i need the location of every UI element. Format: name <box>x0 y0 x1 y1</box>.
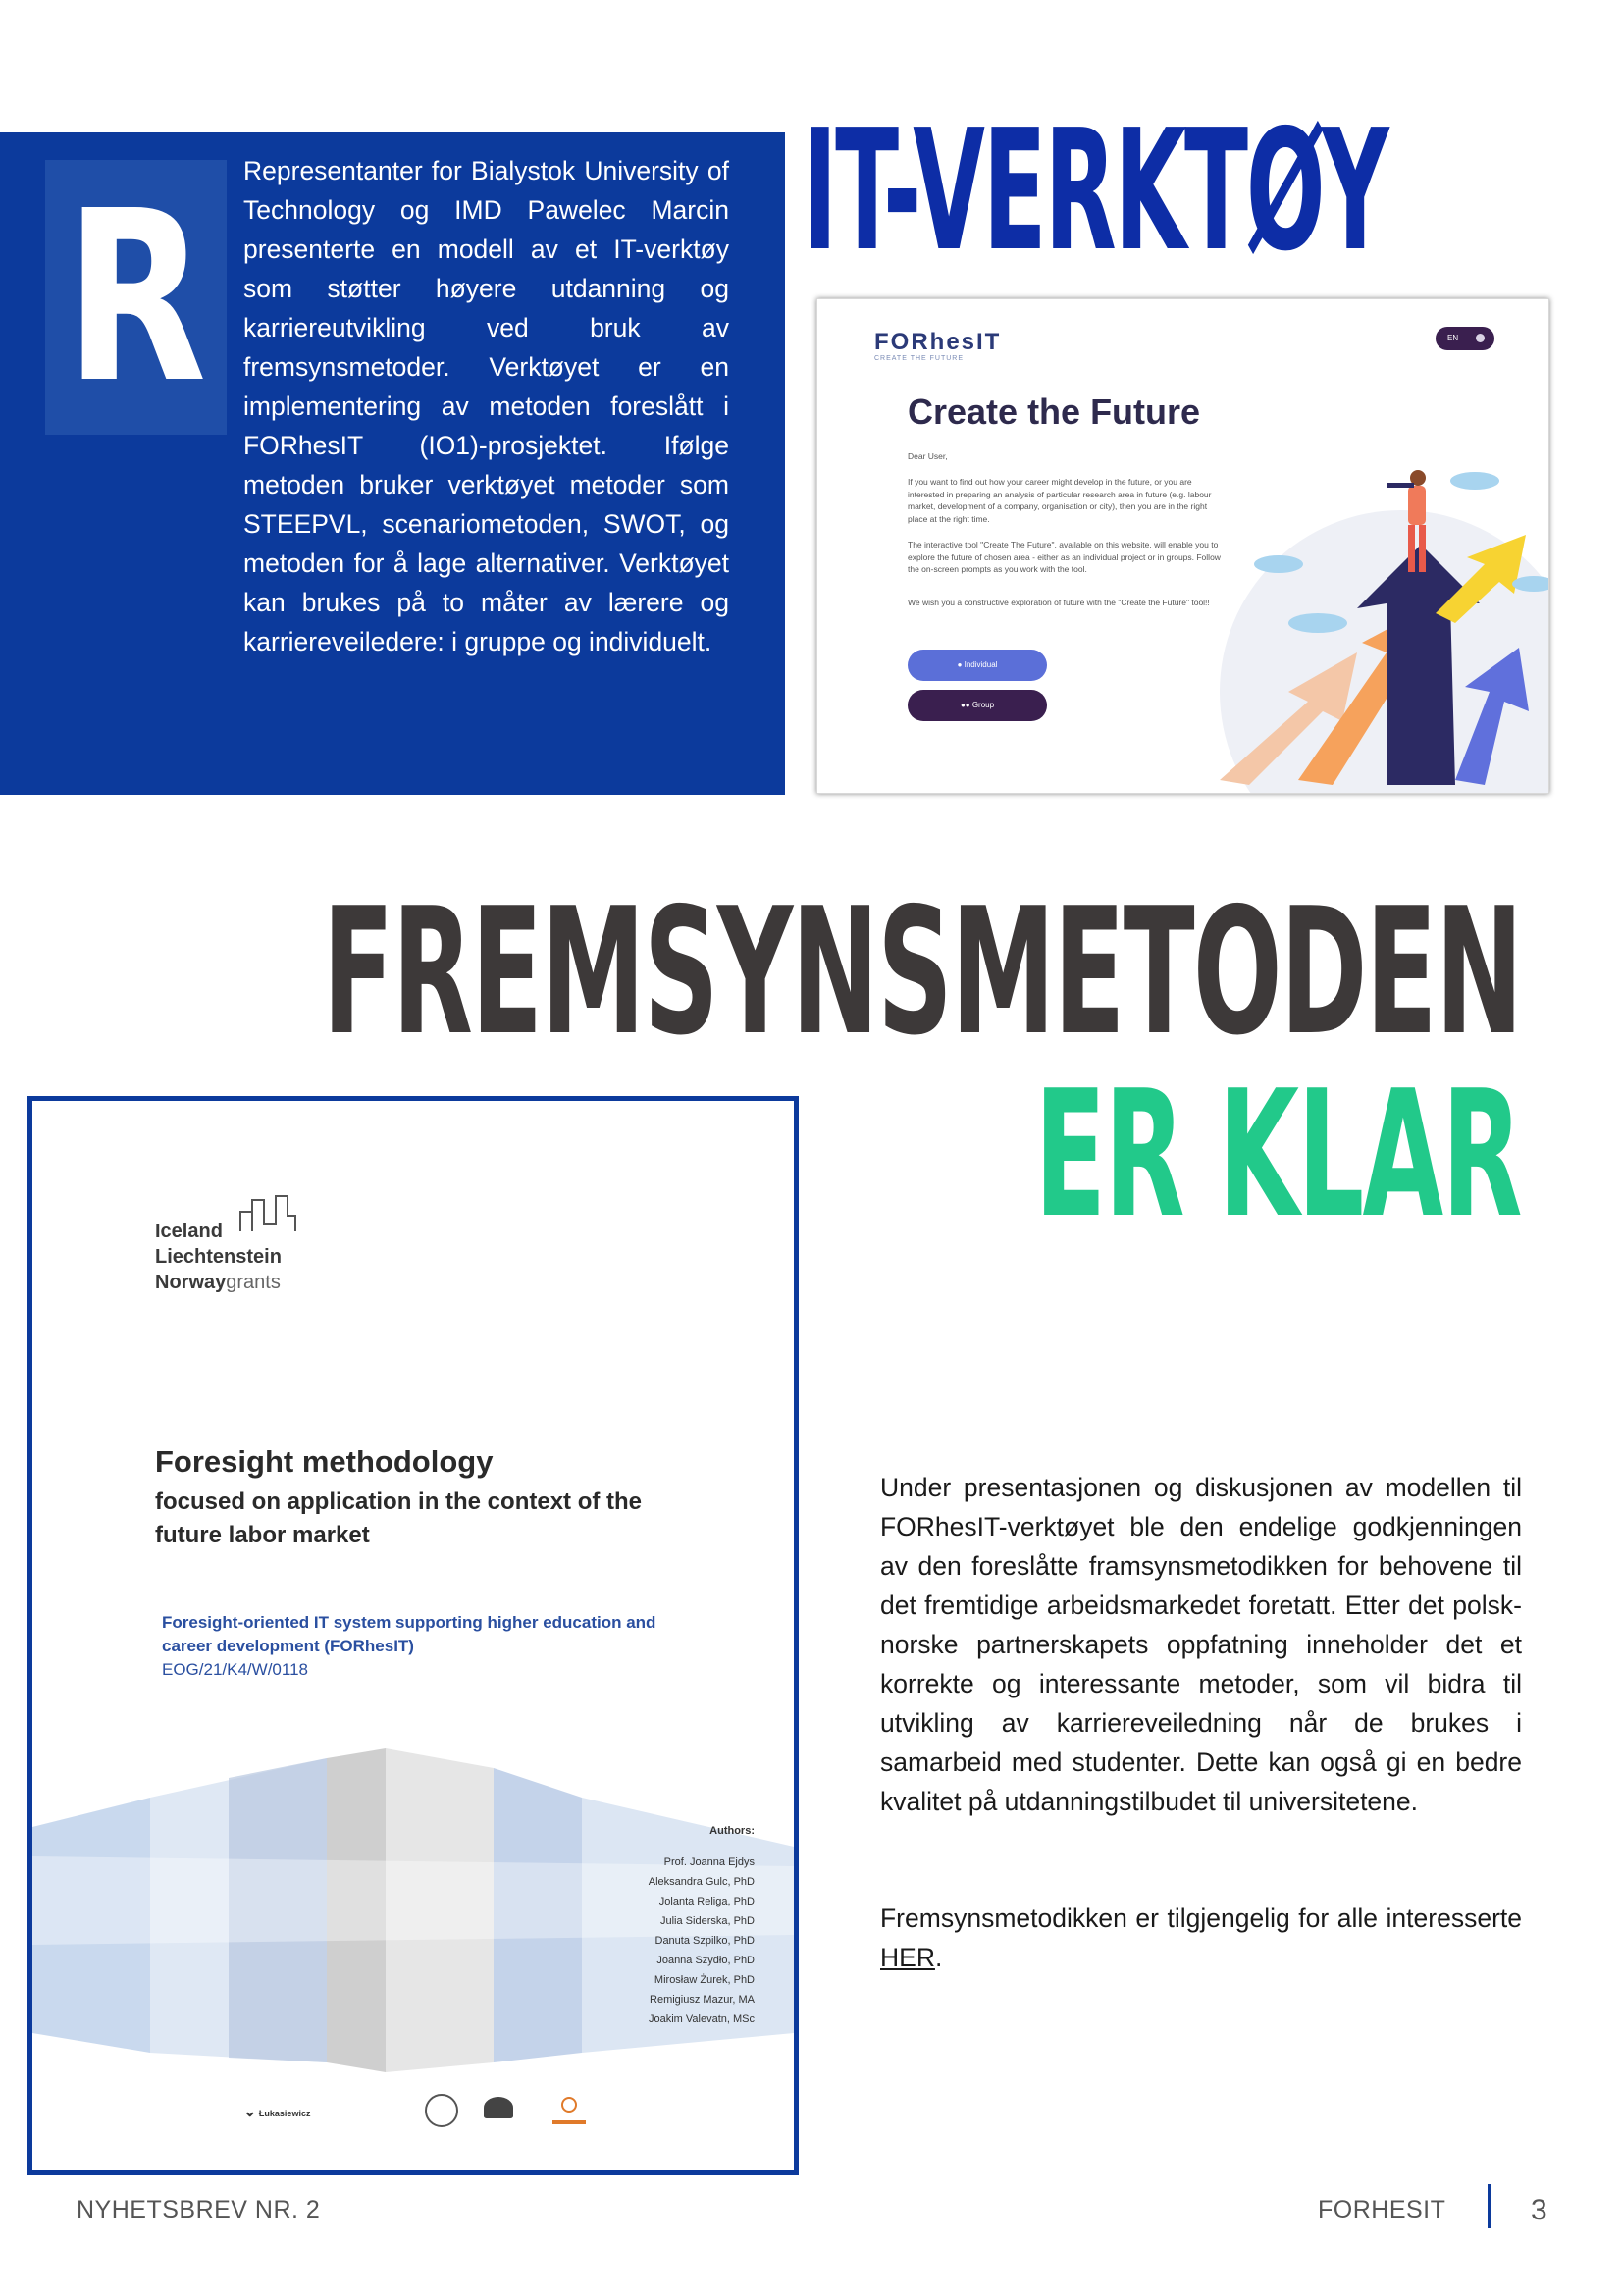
group-label: Group <box>971 701 995 709</box>
screenshot-paragraph: If you want to find out how your career might develop in the future, or you are interested in preparing an analysis of particular research area in future (e.g. labour market, development of a company, organisation or city), then you are in the right place at the right time. <box>908 477 1212 524</box>
page-number: 3 <box>1531 2194 1547 2226</box>
screenshot-greeting: Dear User, <box>908 451 948 461</box>
section-title-it-tool: IT-VERKTØY <box>803 94 1387 288</box>
cover-title: Foresight methodology <box>155 1444 494 1479</box>
language-user-pill[interactable] <box>1436 327 1494 350</box>
individual-label: Individual <box>964 660 998 669</box>
university-seal-icon <box>425 2094 458 2127</box>
screenshot-title: Create the Future <box>908 391 1201 432</box>
section-title-ready: ER KLAR <box>1034 1053 1521 1256</box>
screenshot-paragraph: We wish you a constructive exploration of future with the "Create the Future" tool!! <box>908 598 1210 607</box>
group-button[interactable] <box>908 690 1047 721</box>
lukasiewicz-logo: ⌄ Łukasiewicz <box>243 2104 311 2120</box>
cover-code: EOG/21/K4/W/0118 <box>162 1660 308 1679</box>
screenshot-paragraph: The interactive tool "Create The Future", available on this website, will enable you to explore the future of chosen area - either as an individual project or in groups. Follow the on-screen prompts as you work with the tool. <box>908 540 1221 574</box>
group-icon: ●● <box>960 701 972 709</box>
author: Joanna Szydło, PhD <box>656 1955 755 1966</box>
forhesit-logo: FORhesIT <box>874 329 1002 355</box>
user-icon <box>1476 334 1485 342</box>
partner-logo-icon <box>484 2097 513 2118</box>
here-link[interactable]: HER <box>880 1943 935 1972</box>
arrows-illustration <box>1161 456 1548 793</box>
author: Danuta Szpilko, PhD <box>654 1935 755 1947</box>
individual-button[interactable] <box>908 650 1047 681</box>
logo-line: Iceland <box>155 1221 223 1242</box>
logo-line: Liechtenstein <box>155 1246 282 1268</box>
logo-tagline: CREATE THE FUTURE <box>874 355 965 362</box>
footer-divider <box>1488 2184 1491 2228</box>
partner-logo-icon <box>552 2097 586 2124</box>
section-title-foresight: FREMSYNSMETODEN <box>322 870 1521 1073</box>
author: Aleksandra Gulc, PhD <box>648 1876 755 1888</box>
footer-newsletter: NYHETSBREV NR. 2 <box>77 2196 321 2223</box>
author: Remigiusz Mazur, MA <box>650 1994 755 2006</box>
dropcap: R <box>65 160 207 435</box>
cover-project: Foresight-oriented IT system supporting higher education and career development (FORhesIT) <box>162 1613 656 1655</box>
body-paragraph: Under presentasjonen og diskusjonen av modellen til FORhesIT-verktøyet ble den endelige godkjenningen av den foreslåtte framsynsmetodikken for behovene til det fremtidige arbeidsmarkedet foretatt. Etter det polsk-norske partnerskapets oppfatning inneholder det et korrekte og interessante metoder, som vil bidra til utvikling av karriereveiledning når de brukes i samarbeid med studenter. Dette kan også gi en bedre kvalitet på utdanningstilbudet til universitetene. <box>880 1473 1522 1816</box>
grants-mark-icon <box>238 1194 297 1233</box>
author: Prof. Joanna Ejdys <box>663 1856 755 1868</box>
document-cover[interactable] <box>27 1096 799 2175</box>
user-icon: ● <box>957 660 965 669</box>
logo-line: Norwaygrants <box>155 1272 281 1293</box>
authors-heading: Authors: <box>709 1825 755 1837</box>
author: Mirosław Żurek, PhD <box>654 1974 755 1986</box>
authors-list <box>649 1852 755 2029</box>
language-label: EN <box>1447 334 1459 342</box>
footer-brand: FORHESIT <box>1318 2196 1446 2223</box>
tool-screenshot <box>816 298 1549 794</box>
author: Julia Siderska, PhD <box>660 1915 755 1927</box>
author: Joakim Valevatn, MSc <box>648 2013 755 2025</box>
body-paragraph-link: Fremsynsmetodikken er tilgjengelig for alle interesserte HER. <box>880 1904 1522 1972</box>
author: Jolanta Religa, PhD <box>658 1896 755 1907</box>
cover-subtitle: focused on application in the context of the future labor market <box>155 1488 643 1548</box>
intro-text: Representanter for Bialystok University of Technology og IMD Pawelec Marcin presenterte en modell av et IT-verktøy som støtter høyere utdanning og karriereutvikling ved bruk av fremsynsmetoder. Verktøyet er en implementering av metoden foreslått i FORhesIT (IO1)-prosjektet. Ifølge metoden bruker verktøyet metoder som STEEPVL, scenariometoden, SWOT, og metoden for å lage alternativer. Verktøyet kan brukes på to måter av lærere og karriereveiledere: i gruppe og individuelt. <box>243 156 729 656</box>
